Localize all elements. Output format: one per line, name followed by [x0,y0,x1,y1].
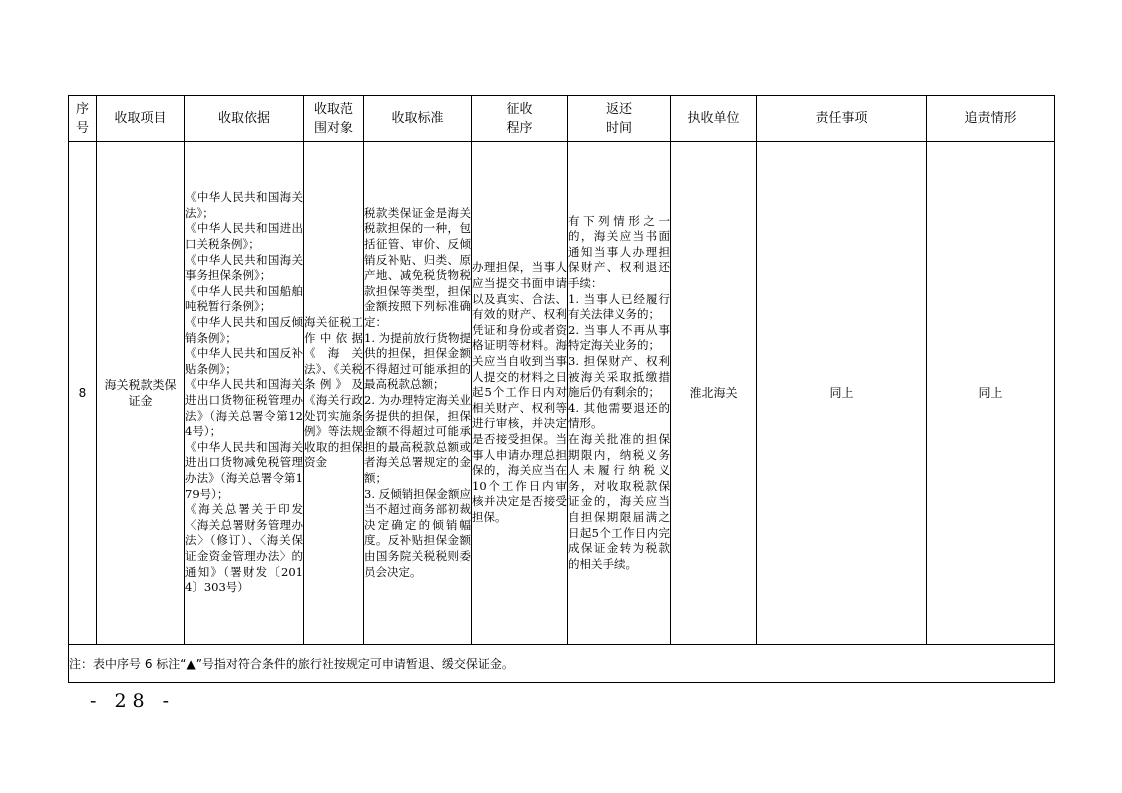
cell-unit: 淮北海关 [671,142,757,645]
cell-duty: 同上 [757,142,927,645]
cell-refund: 有下列情形之一的，海关应当书面通知当事人办理担保财产、权利退还手续： 1. 当事人已经履行有关法律义务的； 2. 当事人不再从事特定海关业务的； 3. 担保财产、权利被海关采取抵缴措施后仍有剩余的； 4. 其他需要退还的情形。 在海关批准的担保期限内，纳税义务人未履行纳税义务，对收取税款保证金的，海关应当自担保期限届满之日起5个工作日内完成保证金转为税款的相关手续。 [568,142,671,645]
fee-table [68,95,1055,683]
header-scope: 收取范 围对象 [304,96,364,142]
page-number: - 28 - [90,690,176,712]
table-note: 注：表中序号 6 标注“▲”号指对符合条件的旅行社按规定可申请暂退、缓交保证金。 [69,645,1055,683]
cell-item: 海关税款类保 证金 [97,142,185,645]
header-procedure: 征收 程序 [472,96,568,142]
header-accountability: 追责情形 [927,96,1055,142]
header-standard: 收取标准 [364,96,472,142]
cell-scope: 海关征税工作中依据《海关法》、《关税条例》及《海关行政处罚实施条例》等法规收取的担保资金 [304,142,364,645]
header-duty: 责任事项 [757,96,927,142]
table-row [69,142,1055,645]
cell-basis: 《中华人民共和国海关法》； 《中华人民共和国进出口关税条例》； 《中华人民共和国海关事务担保条例》； 《中华人民共和国船舶吨税暂行条例》； 《中华人民共和国反倾销条例》； 《中华人民共和国反补贴条例》； 《中华人民共和国海关进出口货物征税管理办法》（海关总署令第124号）； 《中华人民共和国海关进出口货物减免税管理办法》（海关总署令第179号）； 《海关总署关于印发〈海关总署财务管理办法〉（修订）、〈海关保证金资金管理办法〉的通知》（署财发〔2014〕303号） [185,142,304,645]
header-refund: 返还 时间 [568,96,671,142]
header-unit: 执收单位 [671,96,757,142]
cell-seq: 8 [69,142,97,645]
header-seq: 序 号 [69,96,97,142]
cell-accountability: 同上 [927,142,1055,645]
header-basis: 收取依据 [185,96,304,142]
cell-standard: 税款类保证金是海关税款担保的一种，包括征管、审价、反倾销反补贴、归类、原产地、减免税货物税款担保等类型，担保金额按照下列标准确定： 1. 为提前放行货物提供的担保，担保金额不得超过可能承担的最高税款总额； 2. 为办理特定海关业务提供的担保，担保金额不得超过可能承担的最高税款总额或者海关总署规定的金额； 3. 反倾销担保金额应当不超过商务部初裁决定确定的倾销幅度。反补贴担保金额由国务院关税税则委员会决定。 [364,142,472,645]
header-row [69,96,1055,142]
header-item: 收取项目 [97,96,185,142]
cell-procedure: 办理担保，当事人应当提交书面申请以及真实、合法、有效的财产、权利凭证和身份或者资格证明等材料。海关应当自收到当事人提交的材料之日起5个工作日内对相关财产、权利等进行审核，并决定是否接受担保。当事人申请办理总担保的，海关应当在10个工作日内审核并决定是否接受担保。 [472,142,568,645]
note-row [69,645,1055,683]
